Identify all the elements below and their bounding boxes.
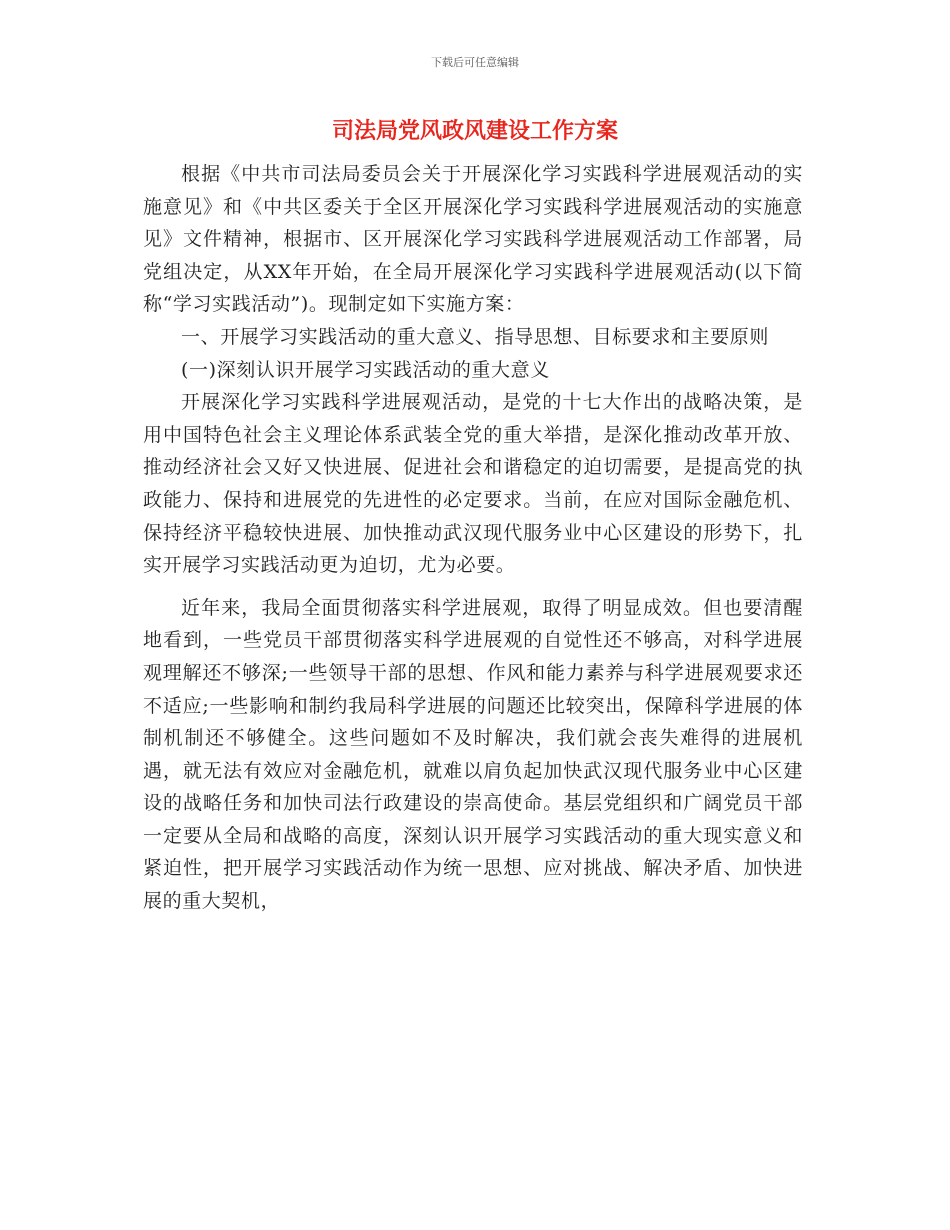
paragraph-intro: 根据《中共市司法局委员会关于开展深化学习实践科学进展观活动的实施意见》和《中共区委关于全区开展深化学习实践科学进展观活动的实施意见》文件精神，根据市、区开展深化学习实践科学进展观活动工作部署，局党组决定，从XX年开始，在全局开展深化学习实践科学进展观活动(以下简称“学习实践活动”)。现制定如下实施方案： (143, 163, 803, 316)
document-body (143, 158, 803, 918)
paragraph-subsection-heading: (一)深刻认识开展学习实践活动的重大意义 (181, 358, 550, 381)
document-title: 司法局党风政风建设工作方案 (331, 119, 618, 144)
paragraph-significance: 开展深化学习实践科学进展观活动，是党的十七大作出的战略决策，是用中国特色社会主义理论体系武装全党的重大举措，是深化推动改革开放、推动经济社会又好又快进展、促进社会和谐稳定的迫切需要，是提高党的执政能力、保持和进展党的先进性的必定要求。当前，在应对国际金融危机、保持经济平稳较快进展、加快推动武汉现代服务业中心区建设的形势下，扎实开展学习实践活动更为迫切，尤为必要。 (143, 391, 803, 577)
header-note: 下载后可任意编辑 (431, 56, 519, 69)
paragraph-recent-years: 近年来，我局全面贯彻落实科学进展观，取得了明显成效。但也要清醒地看到，一些党员干部贯彻落实科学进展观的自觉性还不够高，对科学进展观理解还不够深;一些领导干部的思想、作风和能力素养与科学进展观要求还不适应;一些影响和制约我局科学进展的问题还比较突出，保障科学进展的体制机制还不够健全。这些问题如不及时解决，我们就会丧失难得的进展机遇，就无法有效应对金融危机，就难以肩负起加快武汉现代服务业中心区建设的战略任务和加快司法行政建设的崇高使命。基层党组织和广阔党员干部一定要从全局和战略的高度，深刻认识开展学习实践活动的重大现实意义和紧迫性，把开展学习实践活动作为统一思想、应对挑战、解决矛盾、加快进展的重大契机， (143, 596, 803, 913)
paragraph-section-heading: 一、开展学习实践活动的重大意义、指导思想、目标要求和主要原则 (181, 325, 770, 348)
